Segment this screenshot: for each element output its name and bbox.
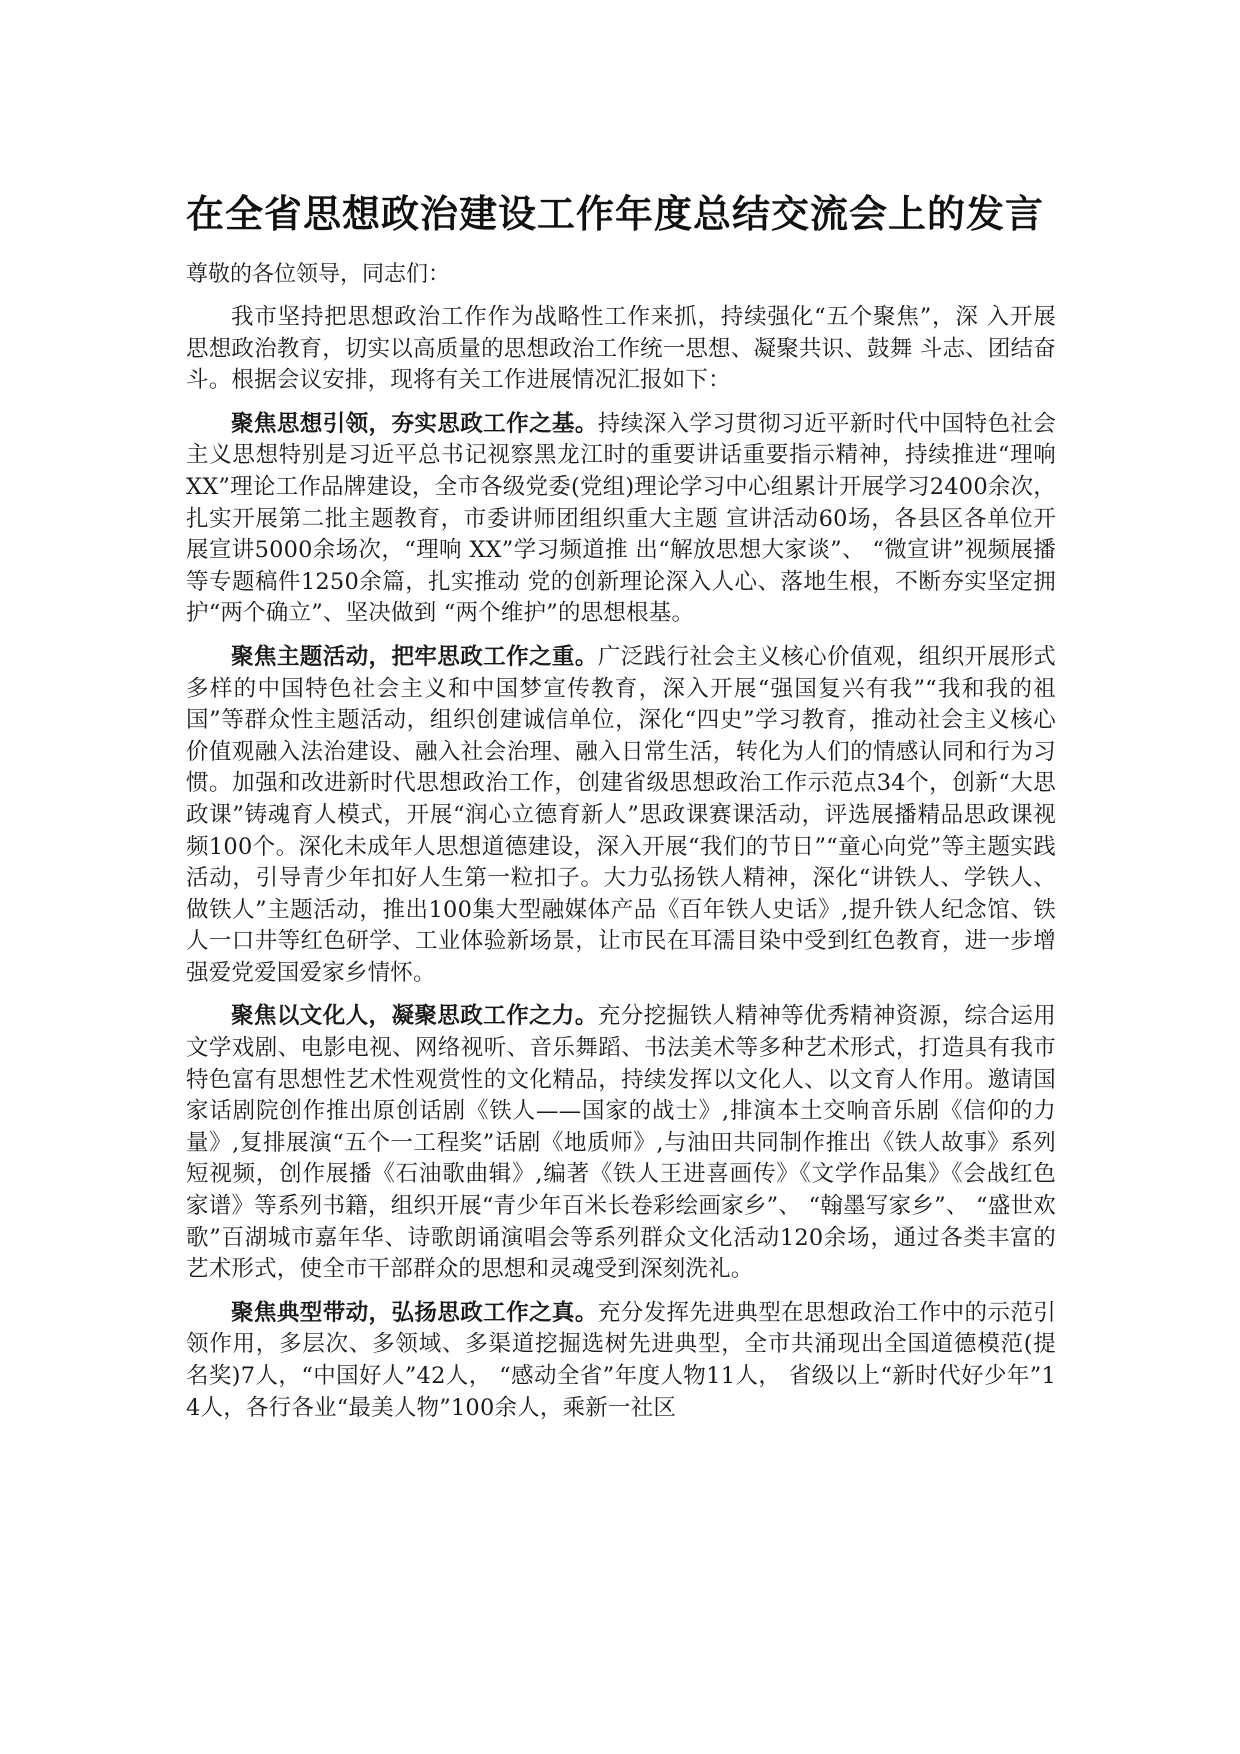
- section-paragraph-theme-activities: [186, 642, 1056, 990]
- section-heading: 聚焦以文化人，凝聚思政工作之力。: [231, 1003, 598, 1030]
- section-paragraph-role-models: [186, 1298, 1056, 1424]
- document-title: 在全省思想政治建设工作年度总结交流会上的发言: [186, 192, 1045, 236]
- section-heading: 聚焦主题活动，把牢思政工作之重。: [231, 643, 598, 670]
- section-heading: 聚焦典型带动，弘扬思政工作之真。: [231, 1299, 598, 1326]
- section-paragraph-culture: [186, 1001, 1056, 1285]
- section-heading: 聚焦思想引领，夯实思政工作之基。: [231, 410, 598, 437]
- section-text: 广泛践行社会主义核心价值观，组织开展形式多样的中国特色社会主义和中国梦宣传教育，深入开展“强国复兴有我”“我和我的祖国”等群众性主题活动，组织创建诚信单位，深化“四史”学习教育，推动社会主义核心价值观融入法治建设、融入社会治理、融入日常生活，转化为人们的情感认同和行为习惯。加强和改进新时代思想政治工作，创建省级思想政治工作示范点34个，创新“大思政课”铸魂育人模式，开展“润心立德育新人”思政课赛课活动，评选展播精品思政课视频100个。深化未成年人思想道德建设，深入开展“我们的节日”“童心向党”等主题实践活动，引导青少年扣好人生第一粒扣子。大力弘扬铁人精神，深化“讲铁人、学铁人、做铁人”主题活动，推出100集大型融媒体产品《百年铁人史话》,提升铁人纪念馆、铁人一口井等红色研学、工业体验新场景，让市民在耳濡目染中受到红色教育，进一步增强爱党爱国爱家乡情怀。: [186, 643, 1056, 986]
- section-text: 充分发挥先进典型在思想政治工作中的示范引领作用，多层次、多领域、多渠道挖掘选树先进典型，全市共涌现出全国道德模范(提名奖)7人，“中国好人”42人， “感动全省”年度人物11人， 省级以上“新时代好少年”14人，各行各业“最美人物”100余人，乘新一社区: [186, 1299, 1056, 1421]
- section-text: 充分挖掘铁人精神等优秀精神资源，综合运用文学戏剧、电影电视、网络视听、音乐舞蹈、书法美术等多种艺术形式，打造具有我市特色富有思想性艺术性观赏性的文化精品，持续发挥以文化人、以文育人作用。邀请国家话剧院创作推出原创话剧《铁人——国家的战士》,排演本土交响音乐剧《信仰的力量》,复排展演“五个一工程奖”话剧《地质师》,与油田共同制作推出《铁人故事》系列短视频，创作展播《石油歌曲辑》,编著《铁人王进喜画传》《文学作品集》《会战红色家谱》等系列书籍，组织开展“青少年百米长卷彩绘画家乡”、 “翰墨写家乡”、 “盛世欢歌”百湖城市嘉年华、诗歌朗诵演唱会等系列群众文化活动120余场，通过各类丰富的艺术形式，使全市干部群众的思想和灵魂受到深刻洗礼。: [186, 1003, 1056, 1283]
- salutation: 尊敬的各位领导，同志们：: [186, 262, 451, 287]
- intro-paragraph: 我市坚持把思想政治工作作为战略性工作来抓，持续强化“五个聚焦”，深 入开展思想政治教育，切实以高质量的思想政治工作统一思想、凝聚共识、鼓舞 斗志、团结奋斗。根据会议安排，现将有关工作进展情况汇报如下：: [186, 304, 1056, 394]
- section-paragraph-thought-leadership: [186, 409, 1056, 630]
- section-text: 持续深入学习贯彻习近平新时代中国特色社会主义思想特别是习近平总书记视察黑龙江时的重要讲话重要指示精神，持续推进“理响 XX”理论工作品牌建设，全市各级党委(党组)理论学习中心组累计开展学习2400余次，扎实开展第二批主题教育，市委讲师团组织重大主题 宣讲活动60场，各县区各单位开展宣讲5000余场次，“理响 XX”学习频道推 出“解放思想大家谈”、 “微宣讲”视频展播等专题稿件1250余篇，扎实推动 党的创新理论深入人心、落地生根，不断夯实坚定拥护“两个确立”、坚决做到 “两个维护”的思想根基。: [186, 410, 1056, 627]
- document-body: [186, 302, 1056, 1436]
